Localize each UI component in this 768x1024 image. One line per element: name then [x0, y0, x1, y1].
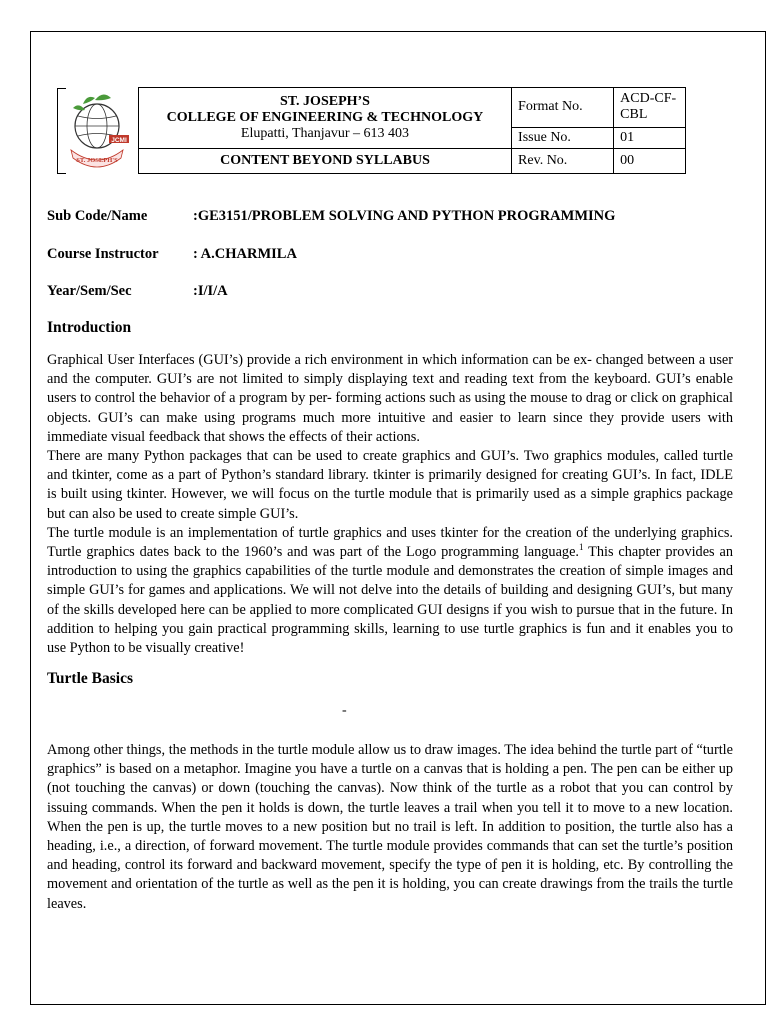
year-value: :I/I/A — [193, 283, 228, 299]
basics-paragraph-1: Among other things, the methods in the turtle module allow us to draw images. The idea behind the turtle part of “turtle graphics” is based on a metaphor. Imagine you have a turtle on a canvas that is holding a pen. The pen can be either up (not touching the canvas) or down (touching the canvas). Now think of the turtle as a robot that you can control by issuing commands. When the pen it holds is down, the turtle leaves a trail when you tell it to move to a new location. When the pen is up, the turtle moves to a new position but no trail is left. In addition to position, the turtle also has a heading, i.e., a direction, of forward movement. The turtle module provides commands that can set the turtle’s position and heading, control its forward and backward movement, specify the type of pen it is holding, etc. By controlling the movement and orientation of the turtle as well as the pen it is holding, you can create drawings from the trails the turtle leaves. — [47, 742, 733, 912]
turtle-basics-heading: Turtle Basics — [47, 670, 133, 687]
college-name-cell — [138, 88, 511, 149]
college-name: ST. JOSEPH’S — [279, 93, 370, 109]
turtle-basics-body — [47, 741, 733, 914]
logo-bracket — [57, 88, 66, 174]
format-no-value: ACD-CF-CBL — [614, 88, 686, 128]
intro-paragraph-2: There are many Python packages that can be used to create graphics and GUI’s. Two graphics modules, called turtle and tkinter, come as a part of Python’s standard library. tkinter is primarily designed for creating GUI’s. In fact, IDLE is built using tkinter. However, we will focus on the turtle module that is primarily used as a simple graphics package but can also be used to create simple GUI’s. — [47, 448, 733, 522]
document-header-table — [57, 87, 686, 174]
intro-paragraph-3 — [47, 524, 733, 658]
instructor-label: Course Instructor — [47, 246, 159, 262]
intro-paragraph-3b: This chapter provides an introduction to using the graphics capabilities of the turtle module and demonstrates the creation of simple images and simple GUI’s for games and applications. We will not delve into the details of building and designing GUI’s, but many of the skills developed here can be applied to more complicated GUI designs if you wish to pursue that in the future. In addition to helping you gain practical programming skills, learning to use turtle graphics is fun and it enables you to use Python to be visually creative! — [47, 544, 733, 657]
intro-paragraph-1: Graphical User Interfaces (GUI’s) provide a rich environment in which information can be ex- changed between a user and the computer. GUI’s are not limited to simply displaying text and reading text from the keyboard. GUI’s enable users to control the behavior of a program by per- forming actions such as using the mouse to drag or click on graphical objects. GUI’s can make using programs much more intuitive and easier to learn since they provide users with immediate visual feedback that shows the effects of their actions. — [47, 352, 733, 445]
college-full-name: COLLEGE OF ENGINEERING & TECHNOLOGY — [166, 109, 484, 125]
year-label: Year/Sem/Sec — [47, 283, 132, 299]
document-title: CONTENT BEYOND SYLLABUS — [138, 148, 511, 173]
intro-paragraph-3a: The turtle module is an implementation of turtle graphics and uses tkinter for the creation of the underlying graphics. Turtle graphics dates back to the 1960’s and was part of the Logo programming language. — [47, 524, 733, 561]
logo-cell — [57, 88, 138, 174]
sub-code-value: :GE3151/PROBLEM SOLVING AND PYTHON PROGRAMMING — [193, 208, 616, 224]
college-logo — [61, 88, 137, 174]
rev-no-value: 00 — [614, 148, 686, 173]
stray-mark: - — [342, 703, 347, 718]
college-address: Elupatti, Thanjavur – 613 403 — [240, 125, 410, 141]
instructor-value: : A.CHARMILA — [193, 246, 297, 262]
introduction-body — [47, 351, 733, 658]
logo-badge-text: JCMI — [111, 136, 127, 144]
issue-no-value: 01 — [614, 127, 686, 148]
issue-no-label: Issue No. — [512, 127, 614, 148]
sub-code-label: Sub Code/Name — [47, 208, 148, 224]
rev-no-label: Rev. No. — [512, 148, 614, 173]
introduction-heading: Introduction — [47, 319, 132, 336]
logo-ribbon-text: ST. JOSEPH'S — [76, 156, 118, 164]
format-no-label: Format No. — [512, 88, 614, 128]
footnote-marker: 1 — [579, 542, 584, 553]
